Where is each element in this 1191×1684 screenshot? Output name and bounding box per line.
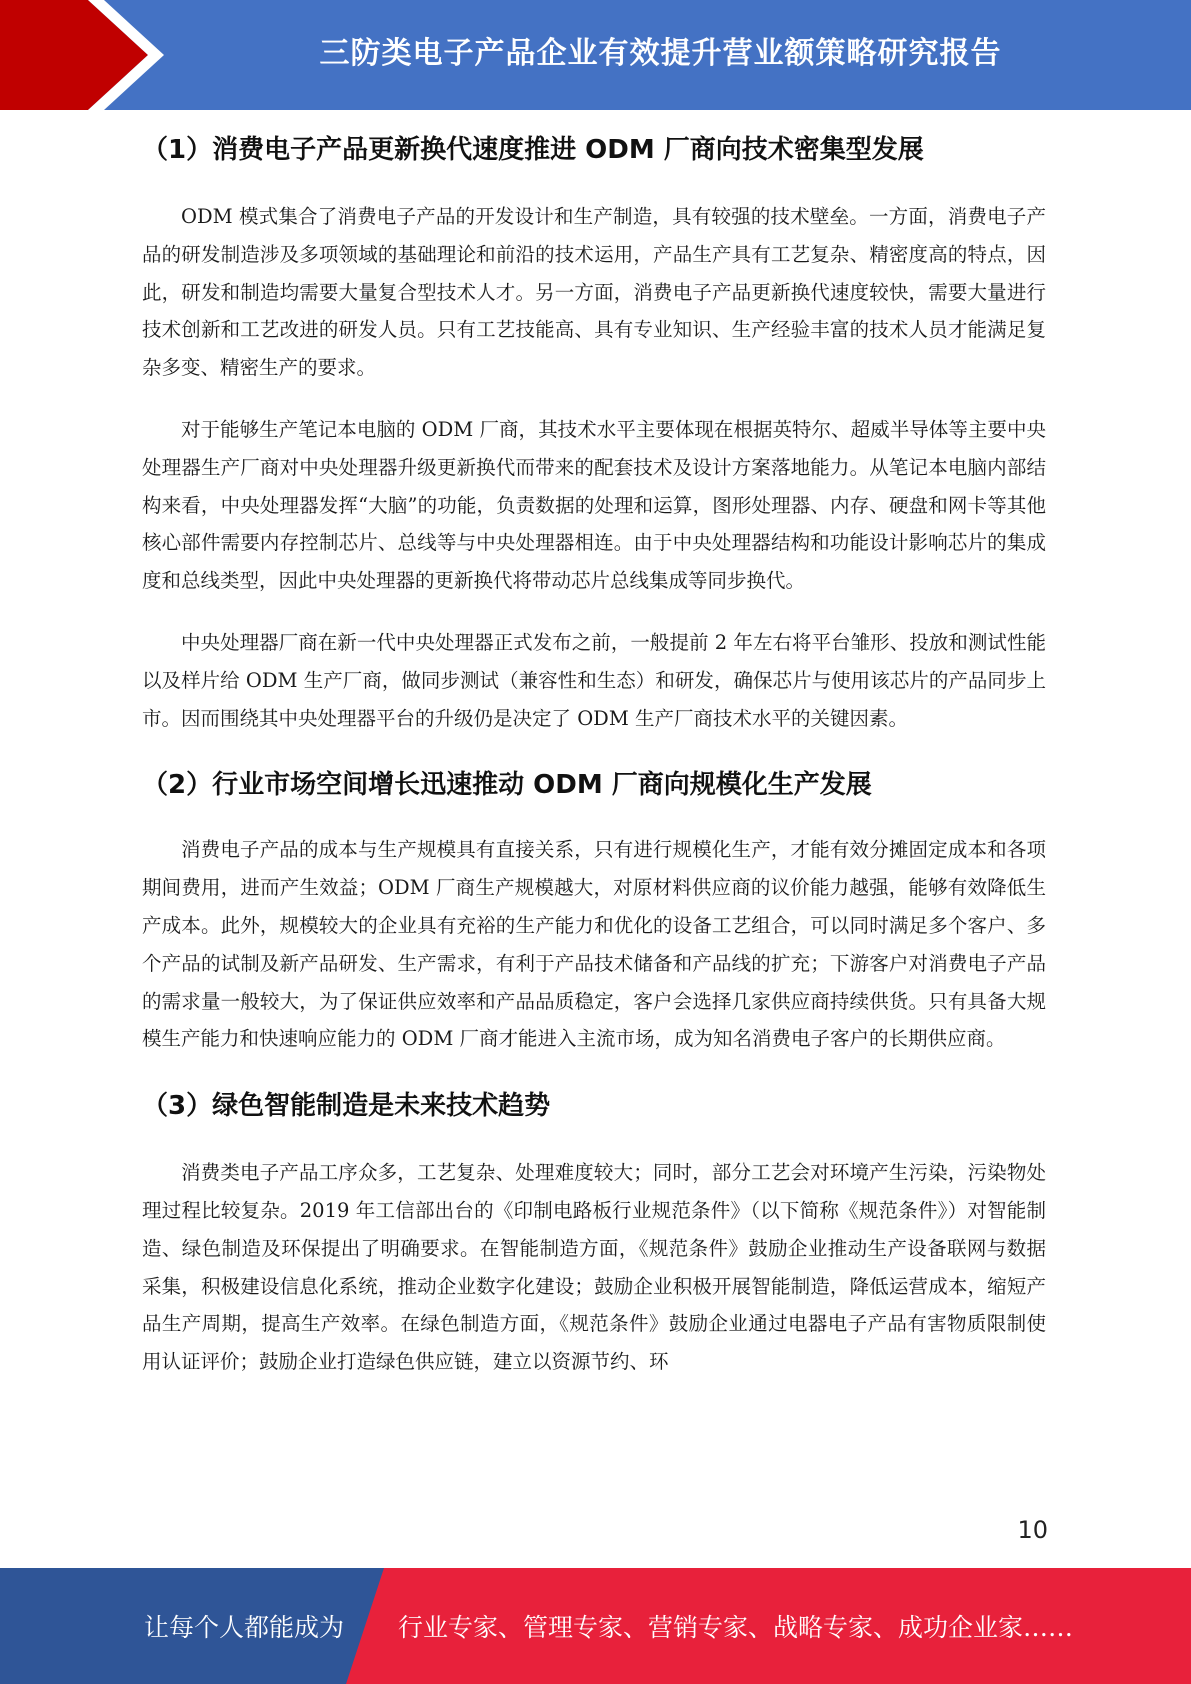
- header-arrow-decoration: [0, 0, 170, 110]
- section-heading-2: （2）行业市场空间增长迅速推动 ODM 厂商向规模化生产发展: [142, 770, 872, 801]
- section-heading-3: （3）绿色智能制造是未来技术趋势: [142, 1091, 551, 1122]
- page-content: [142, 126, 1046, 1405]
- header-red-arrow: [0, 0, 148, 110]
- page-footer: [0, 1568, 1191, 1684]
- footer-slogan-left: 让每个人都能成为: [144, 1613, 345, 1642]
- page-number: 10: [1017, 1516, 1048, 1544]
- section-1-paragraph-2: 对于能够生产笔记本电脑的 ODM 厂商，其技术水平主要体现在根据英特尔、超威半导体等主要中央处理器生产厂商对中央处理器升级更新换代而带来的配套技术及设计方案落地能力。从笔记本电脑内部结构来看，中央处理器发挥“大脑”的功能，负责数据的处理和运算，图形处理器、内存、硬盘和网卡等其他核心部件需要内存控制芯片、总线等与中央处理器相连。由于中央处理器结构和功能设计影响芯片的集成度和总线类型，因此中央处理器的更新换代将带动芯片总线集成等同步换代。: [142, 417, 1046, 593]
- section-heading-1: （1）消费电子产品更新换代速度推进 ODM 厂商向技术密集型发展: [142, 135, 924, 165]
- report-title: 三防类电子产品企业有效提升营业额策略研究报告: [319, 36, 1002, 71]
- section-1-paragraph-3: 中央处理器厂商在新一代中央处理器正式发布之前，一般提前 2 年左右将平台雏形、投放和测试性能以及样片给 ODM 生产厂商，做同步测试（兼容性和生态）和研发，确保芯片与使用该芯片的产品同步上市。因而围绕其中央处理器平台的升级仍是决定了 ODM 生产厂商技术水平的关键因素。: [142, 630, 1046, 730]
- page-header: [0, 0, 1191, 110]
- section-3-paragraph-1: 消费类电子产品工序众多，工艺复杂、处理难度较大；同时，部分工艺会对环境产生污染，污染物处理过程比较复杂。2019 年工信部出台的《印制电路板行业规范条件》（以下简称《规范条件》）对智能制造、绿色制造及环保提出了明确要求。在智能制造方面，《规范条件》鼓励企业推动生产设备联网与数据采集，积极建设信息化系统，推动企业数字化建设；鼓励企业积极开展智能制造，降低运营成本，缩短产品生产周期，提高生产效率。在绿色制造方面，《规范条件》鼓励企业通过电器电子产品有害物质限制使用认证评价；鼓励企业打造绿色供应链，建立以资源节约、环: [142, 1161, 1046, 1374]
- section-1-paragraph-1: ODM 模式集合了消费电子产品的开发设计和生产制造，具有较强的技术壁垒。一方面，消费电子产品的研发制造涉及多项领域的基础理论和前沿的技术运用，产品生产具有工艺复杂、精密度高的特点，因此，研发和制造均需要大量复合型技术人才。另一方面，消费电子产品更新换代速度较快，需要大量进行技术创新和工艺改进的研发人员。只有工艺技能高、具有专业知识、生产经验丰富的技术人员才能满足复杂多变、精密生产的要求。: [142, 205, 1046, 380]
- footer-slogan-right: 行业专家、管理专家、营销专家、战略专家、成功企业家……: [398, 1613, 1074, 1642]
- section-2-paragraph-1: 消费电子产品的成本与生产规模具有直接关系，只有进行规模化生产，才能有效分摊固定成本和各项期间费用，进而产生效益；ODM 厂商生产规模越大，对原材料供应商的议价能力越强，能够有效降低生产成本。此外，规模较大的企业具有充裕的生产能力和优化的设备工艺组合，可以同时满足多个客户、多个产品的试制及新产品研发、生产需求，有利于产品技术储备和产品线的扩充；下游客户对消费电子产品的需求量一般较大，为了保证供应效率和产品品质稳定，客户会选择几家供应商持续供货。只有具备大规模生产能力和快速响应能力的 ODM 厂商才能进入主流市场，成为知名消费电子客户的长期供应商。: [142, 838, 1046, 1051]
